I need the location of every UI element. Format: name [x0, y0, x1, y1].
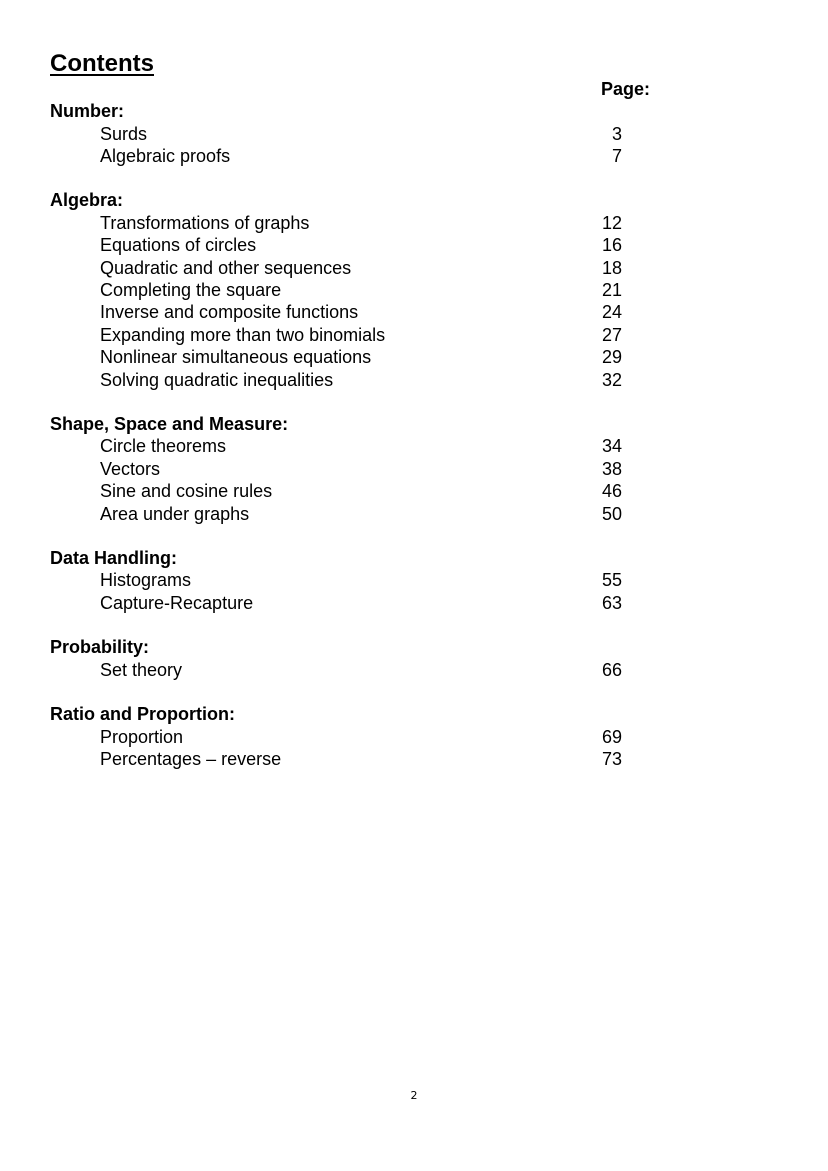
toc-entry-page: 73 [601, 749, 622, 770]
toc-entry-title: Expanding more than two binomials [100, 324, 386, 345]
toc-entry[interactable] [50, 301, 630, 323]
footer-page-number: 2 [410, 1089, 418, 1102]
toc-entry-page: 55 [601, 570, 622, 591]
toc-entry-page: 63 [601, 592, 622, 613]
toc-entry-page: 29 [601, 347, 622, 368]
toc-entry-page: 12 [601, 212, 622, 233]
toc-entry-title: Algebraic proofs [100, 145, 231, 166]
section-heading: Number: [50, 101, 125, 121]
section-heading: Shape, Space and Measure: [50, 413, 289, 434]
toc-entry-page: 16 [601, 235, 622, 256]
section-probability [50, 636, 630, 681]
page-column-header: Page: [601, 79, 651, 99]
table-of-contents [50, 100, 630, 792]
toc-entry-title: Capture-Recapture [100, 592, 254, 613]
toc-entry-title: Circle theorems [100, 436, 227, 457]
toc-entry-title: Proportion [100, 726, 184, 747]
section-data-handling [50, 547, 630, 614]
toc-entry[interactable] [50, 569, 630, 591]
section-number [50, 100, 630, 167]
toc-entry[interactable] [50, 458, 630, 480]
toc-entry[interactable] [50, 234, 630, 256]
toc-entry-title: Solving quadratic inequalities [100, 369, 334, 390]
toc-entry-page: 46 [601, 481, 622, 502]
toc-entry[interactable] [50, 145, 630, 167]
toc-entry-page: 21 [601, 279, 622, 300]
section-heading: Algebra: [50, 190, 124, 211]
toc-entry[interactable] [50, 279, 630, 301]
toc-entry-title: Surds [100, 123, 148, 144]
section-algebra [50, 189, 630, 391]
toc-entry-page: 66 [601, 659, 622, 680]
toc-entry-title: Vectors [100, 458, 161, 479]
toc-entry[interactable] [50, 324, 630, 346]
toc-entry-page: 38 [601, 458, 622, 479]
toc-entry-title: Transformations of graphs [100, 212, 310, 233]
toc-entry[interactable] [50, 726, 630, 748]
toc-entry-page: 18 [601, 257, 622, 278]
toc-entry-page: 50 [601, 503, 622, 524]
toc-entry[interactable] [50, 369, 630, 391]
toc-entry-title: Completing the square [100, 279, 282, 300]
toc-entry-title: Inverse and composite functions [100, 302, 359, 323]
toc-entry-page: 34 [601, 436, 622, 457]
toc-entry-title: Area under graphs [100, 503, 250, 524]
toc-entry[interactable] [50, 659, 630, 681]
toc-entry-page: 69 [601, 726, 622, 747]
toc-entry[interactable] [50, 480, 630, 502]
toc-entry-page: 32 [601, 369, 622, 390]
toc-entry-title: Percentages – reverse [100, 749, 282, 770]
toc-entry-title: Quadratic and other sequences [100, 257, 352, 278]
toc-entry-page: 7 [611, 145, 622, 166]
toc-entry-page: 24 [601, 302, 622, 323]
toc-entry[interactable] [50, 257, 630, 279]
toc-entry[interactable] [50, 435, 630, 457]
toc-entry-title: Sine and cosine rules [100, 481, 273, 502]
section-heading: Data Handling: [50, 547, 178, 568]
toc-entry[interactable] [50, 748, 630, 770]
page-title: Contents [50, 50, 154, 77]
toc-entry[interactable] [50, 123, 630, 145]
toc-entry-title: Nonlinear simultaneous equations [100, 347, 372, 368]
section-heading: Ratio and Proportion: [50, 704, 235, 725]
toc-entry[interactable] [50, 503, 630, 525]
toc-entry[interactable] [50, 212, 630, 234]
toc-entry-title: Set theory [100, 659, 183, 680]
section-ratio-proportion [50, 703, 630, 770]
toc-entry[interactable] [50, 346, 630, 368]
toc-entry-page: 3 [611, 123, 622, 144]
section-shape-space-measure [50, 413, 630, 525]
section-heading: Probability: [50, 637, 150, 658]
toc-entry[interactable] [50, 592, 630, 614]
toc-entry-title: Histograms [100, 570, 192, 591]
toc-entry-page: 27 [601, 324, 622, 345]
toc-entry-title: Equations of circles [100, 235, 257, 256]
